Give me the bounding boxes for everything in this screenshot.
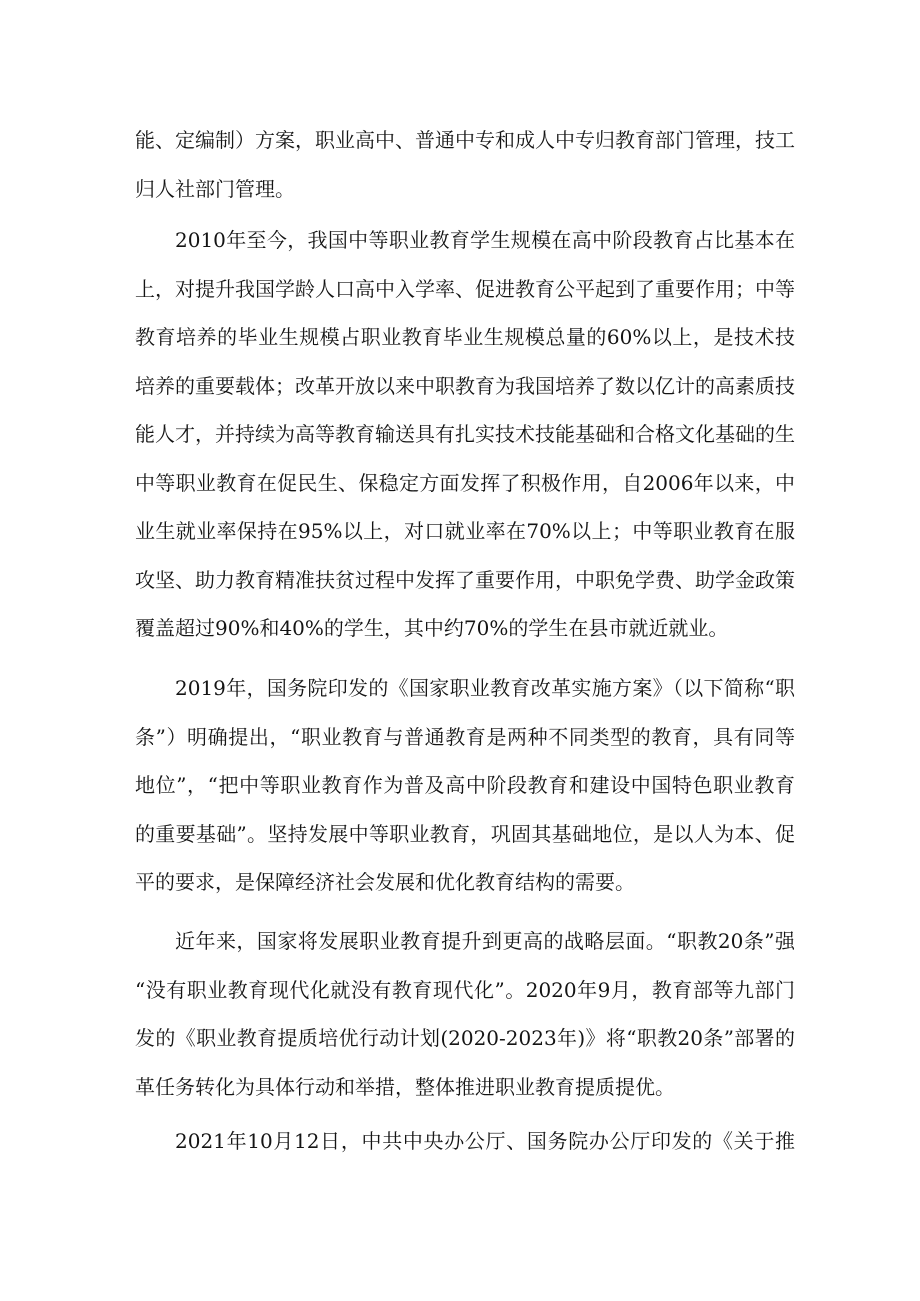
text-line: 能、定编制）方案，职业高中、普通中专和成人中专归教育部门管理，技工 [135,128,795,152]
text-line: 中等职业教育在促民生、保稳定方面发挥了积极作用，自2006年以来，中 [135,470,795,495]
text-line: 发的《职业教育提质培优行动计划(2020-2023年)》将“职教20条”部署的 [135,1026,795,1050]
text-line: 地位”，“把中等职业教育作为普及高中阶段教育和建设中国特色职业教育 [135,773,795,797]
text-line: 覆盖超过90%和40%的学生，其中约70%的学生在县市就近就业。 [135,616,729,640]
text-line: 条”）明确提出，“职业教育与普通教育是两种不同类型的教育，具有同等 [135,724,795,749]
paragraph-1 [135,116,795,213]
text-line: 能人才，并持续为高等教育输送具有扎实技术技能基础和合格文化基础的生 [135,422,795,446]
paragraph-3 [135,664,795,907]
text-line: 上，对提升我国学龄人口高中入学率、促进教育公平起到了重要作用；中等 [135,276,795,301]
text-line: 革任务转化为具体行动和举措，整体推进职业教育提质提优。 [135,1074,675,1099]
paragraph-5 [135,1117,795,1166]
text-line: 业生就业率保持在95%以上，对口就业率在70%以上；中等职业教育在服 [135,519,795,543]
text-line: 近年来，国家将发展职业教育提升到更高的战略层面。“职教20条”强 [175,929,795,953]
text-line: 2019年，国务院印发的《国家职业教育改革实施方案》（以下简称“职 [175,676,795,700]
text-line: 平的要求，是保障经济社会发展和优化教育结构的需要。 [135,870,635,894]
text-line: “没有职业教育现代化就没有教育现代化”。2020年9月，教育部等九部门 [135,977,795,1002]
paragraph-2 [135,216,795,653]
text-line: 2021年10月12日，中共中央办公厅、国务院办公厅印发的《关于推 [175,1129,795,1153]
text-line: 培养的重要载体；改革开放以来中职教育为我国培养了数以亿计的高素质技 [135,373,795,398]
text-line: 攻坚、助力教育精准扶贫过程中发挥了重要作用，中职免学费、助学金政策 [135,567,795,592]
text-line: 2010年至今，我国中等职业教育学生规模在高中阶段教育占比基本在 [175,228,795,252]
text-line: 教育培养的毕业生规模占职业教育毕业生规模总量的60%以上，是技术技 [135,325,795,349]
text-line: 归人社部门管理。 [135,176,295,201]
text-line: 的重要基础”。坚持发展中等职业教育，巩固其基础地位，是以人为本、促 [135,821,795,846]
paragraph-4 [135,917,795,1111]
